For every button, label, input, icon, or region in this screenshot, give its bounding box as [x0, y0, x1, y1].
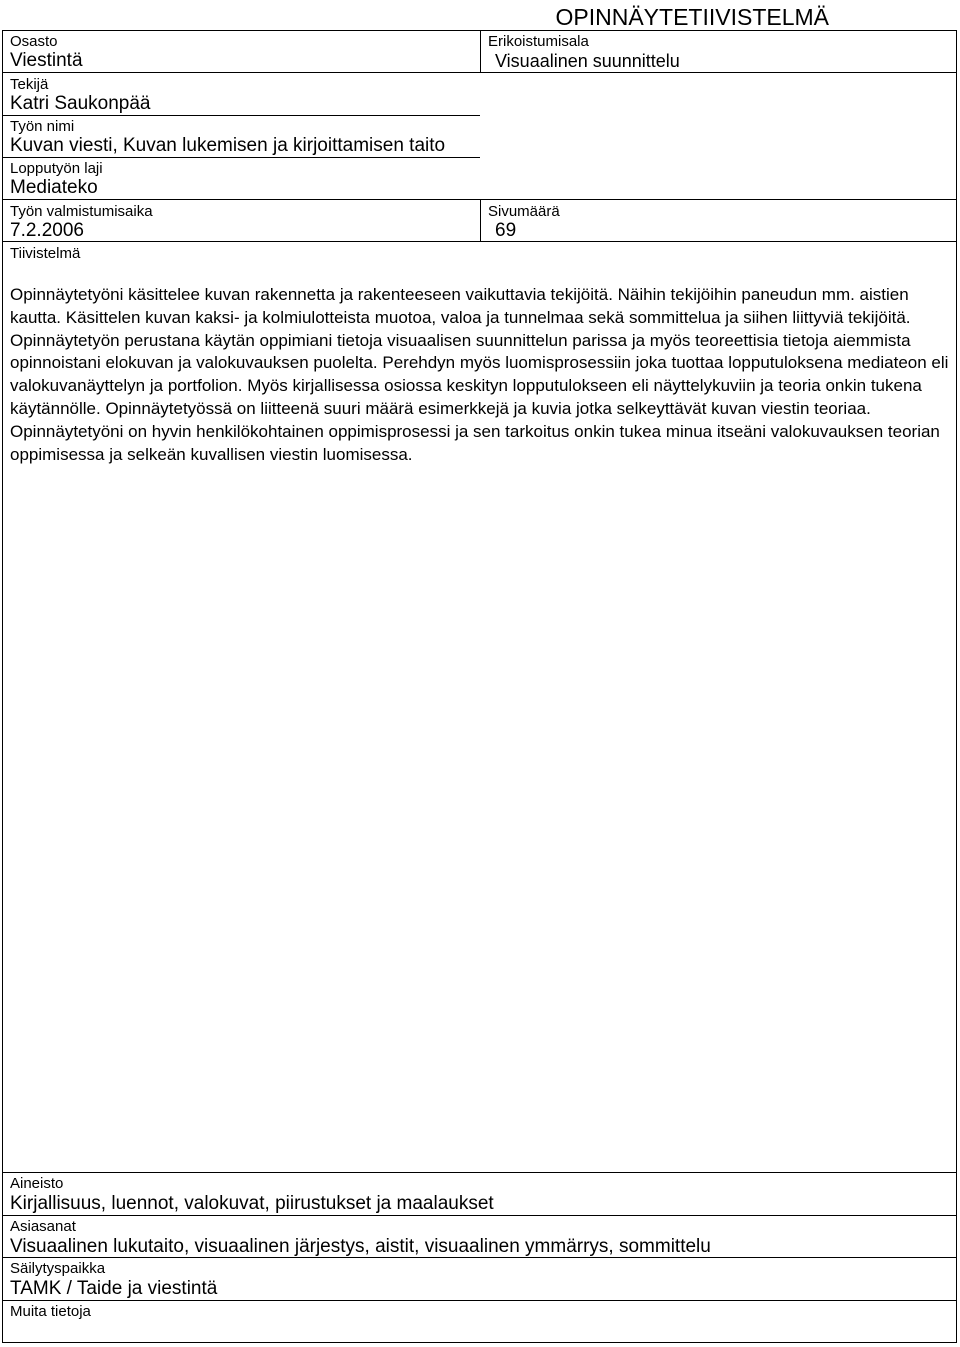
column-divider [480, 30, 481, 72]
tekija-value: Katri Saukonpää [10, 93, 151, 114]
osasto-label: Osasto [10, 33, 58, 50]
erikoistumisala-value: Visuaalinen suunnittelu [495, 51, 680, 71]
row-line-5 [2, 241, 957, 242]
abstract-paragraph: Opinnäytetyöni käsittelee kuvan rakennetta ja rakenteeseen vaikuttavia tekijöitä. Näihin tekijöihin paneudun mm. aistien kautta. Käsittelen kuvan kaksi- ja kolmiulotteista muotoa, valoa ja tunnelmaa sekä sommittelua ja siihen liittyviä tekijöitä. [10, 285, 911, 327]
abstract-paragraph: Opinnäytetyön perustana käytän oppimiani tietoja visuaalisen suunnittelun parissa ja myös teoreettisia tietoja aiemmista opinnoistani elokuvan ja valokuvauksen puolelta. Perehdyn myös luomisprosessiin joka tuottaa lopputuloksena mediateon eli valokuvanäyttelyn ja portfolion. Myös kirjallisessa osiossa keskityn lopputulokseen eli näyttelykuviin ja teoria onkin tukena käytännölle. Opinnäytetyössä on liitteenä suuri määrä esimerkkejä ja kuvia jotka selkeyttävät kuvan viestin teoriaa. [10, 330, 949, 418]
aineisto-value: Kirjallisuus, luennot, valokuvat, piirustukset ja maalaukset [10, 1193, 494, 1214]
row-line-1 [2, 72, 957, 73]
row-line-2 [2, 115, 480, 116]
form-left-border [2, 30, 3, 1342]
sailytyspaikka-value: TAMK / Taide ja viestintä [10, 1278, 218, 1299]
row-line-6 [2, 1172, 957, 1173]
muita-tietoja-label: Muita tietoja [10, 1303, 91, 1320]
aineisto-label: Aineisto [10, 1175, 64, 1192]
sivumaara-divider [480, 199, 481, 241]
row-line-7 [2, 1215, 957, 1216]
valmistumisaika-value: 7.2.2006 [10, 220, 84, 241]
valmistumisaika-label: Työn valmistumisaika [10, 203, 153, 220]
form-right-border [956, 30, 957, 1342]
row-line-3 [2, 157, 480, 158]
tiivistelma-label: Tiivistelmä [10, 245, 81, 262]
sailytyspaikka-label: Säilytyspaikka [10, 1260, 106, 1277]
row-line-4 [2, 199, 957, 200]
tyon-nimi-value: Kuvan viesti, Kuvan lukemisen ja kirjoittamisen taito [10, 135, 446, 156]
tekija-label: Tekijä [10, 76, 49, 93]
lopputyon-laji-label: Lopputyön laji [10, 160, 103, 177]
abstract-text [10, 284, 955, 466]
page-title: OPINNÄYTETIIVISTELMÄ [555, 4, 829, 30]
asiasanat-value: Visuaalinen lukutaito, visuaalinen järjestys, aistit, visuaalinen ymmärrys, sommittelu [10, 1236, 711, 1257]
erikoistumisala-label: Erikoistumisala [488, 33, 589, 50]
abstract-paragraph: Opinnäytetyöni on hyvin henkilökohtainen oppimisprosessi ja sen tarkoitus onkin tukea minua itseäni valokuvauksen teorian oppimisessa ja selkeän kuvallisen viestin luomisessa. [10, 421, 940, 464]
osasto-value: Viestintä [10, 50, 83, 71]
row-line-9 [2, 1300, 957, 1301]
tyon-nimi-label: Työn nimi [10, 118, 75, 135]
asiasanat-label: Asiasanat [10, 1218, 76, 1235]
lopputyon-laji-value: Mediateko [10, 177, 98, 198]
sivumaara-value: 69 [495, 220, 517, 241]
form-bottom-border [2, 1342, 957, 1343]
sivumaara-label: Sivumäärä [488, 203, 560, 220]
